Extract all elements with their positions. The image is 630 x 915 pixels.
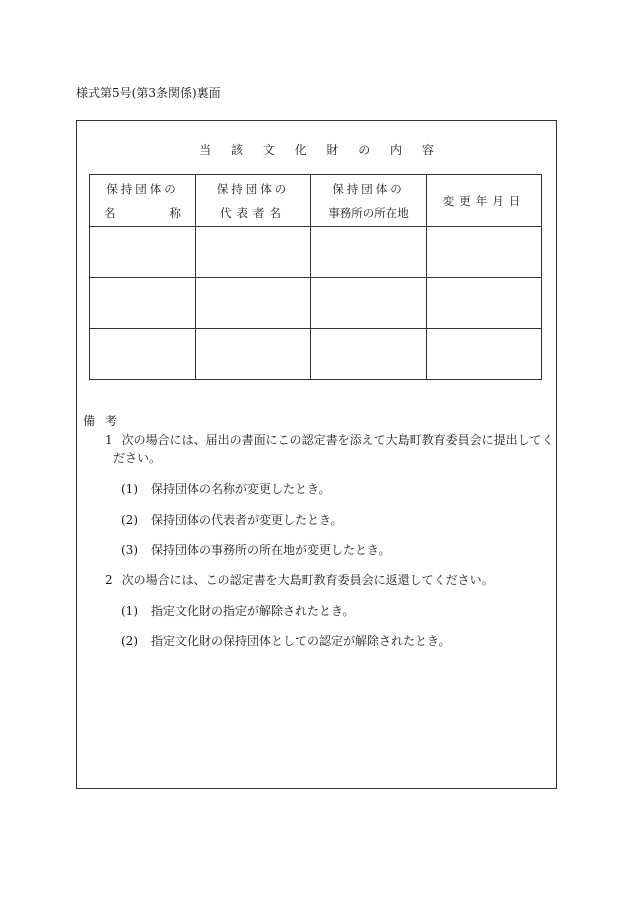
note-sub-item-text: 指定文化財の指定が解除されたとき。 <box>151 604 355 618</box>
note-sub-item-text: 保持団体の名称が変更したとき。 <box>151 482 331 496</box>
header-office-address-line1: 保持団体の <box>332 181 405 196</box>
header-org-name-line2: 名 称 <box>104 205 181 220</box>
header-org-name-line1: 保持団体の <box>106 181 179 196</box>
header-representative-line2: 代表者名 <box>220 205 286 220</box>
note-sub-item-text: 保持団体の事務所の所在地が変更したとき。 <box>151 543 391 557</box>
table-cell[interactable] <box>427 329 542 380</box>
form-frame <box>76 120 557 789</box>
section-heading: 当 該 文 化 財 の 内 容 <box>199 143 442 157</box>
header-org-name <box>90 175 196 227</box>
table-header-row <box>90 175 542 227</box>
note-sub-item-number: (1) <box>121 482 138 496</box>
notes-label: 備考 <box>83 414 128 428</box>
header-change-date <box>427 175 542 227</box>
note-sub-item <box>121 512 343 528</box>
note-item-1-number: 1 <box>105 433 113 447</box>
note-item-2 <box>105 572 494 588</box>
note-sub-item-number: (3) <box>121 543 138 557</box>
note-item-1-text: 次の場合には、届出の書面にこの認定書を添えて大島町教育委員会に提出してく <box>121 433 554 447</box>
header-office-address <box>311 175 427 227</box>
note-item-1 <box>105 432 554 448</box>
header-representative-line1: 保持団体の <box>216 181 290 196</box>
note-sub-item <box>121 603 355 619</box>
form-title: 様式第5号(第3条関係)裏面 <box>76 86 221 100</box>
table-row <box>90 329 542 380</box>
table-cell[interactable] <box>90 278 196 329</box>
table-cell[interactable] <box>311 227 427 278</box>
note-sub-item <box>121 481 331 497</box>
note-sub-item-number: (2) <box>121 513 138 527</box>
note-sub-item <box>121 633 451 649</box>
note-sub-item-number: (1) <box>121 604 138 618</box>
header-representative <box>196 175 311 227</box>
note-item-2-text: 次の場合には、この認定書を大島町教育委員会に返還してください。 <box>121 573 494 587</box>
note-item-1-continuation: ださい。 <box>113 451 162 465</box>
cultural-property-table <box>89 174 542 380</box>
header-change-date-label: 変更年月日 <box>442 193 526 208</box>
table-cell[interactable] <box>90 329 196 380</box>
table-cell[interactable] <box>196 329 311 380</box>
table-cell[interactable] <box>311 329 427 380</box>
note-item-2-number: 2 <box>105 573 113 587</box>
note-sub-item-text: 保持団体の代表者が変更したとき。 <box>151 513 343 527</box>
table-row <box>90 278 542 329</box>
table-cell[interactable] <box>196 278 311 329</box>
table-cell[interactable] <box>427 227 542 278</box>
note-sub-item-text: 指定文化財の保持団体としての認定が解除されたとき。 <box>151 634 451 648</box>
header-office-address-line2: 事務所の所在地 <box>328 205 409 220</box>
table-cell[interactable] <box>427 278 542 329</box>
table-cell[interactable] <box>311 278 427 329</box>
table-cell[interactable] <box>90 227 196 278</box>
table-row <box>90 227 542 278</box>
note-sub-item <box>121 542 391 558</box>
table-cell[interactable] <box>196 227 311 278</box>
note-sub-item-number: (2) <box>121 634 138 648</box>
